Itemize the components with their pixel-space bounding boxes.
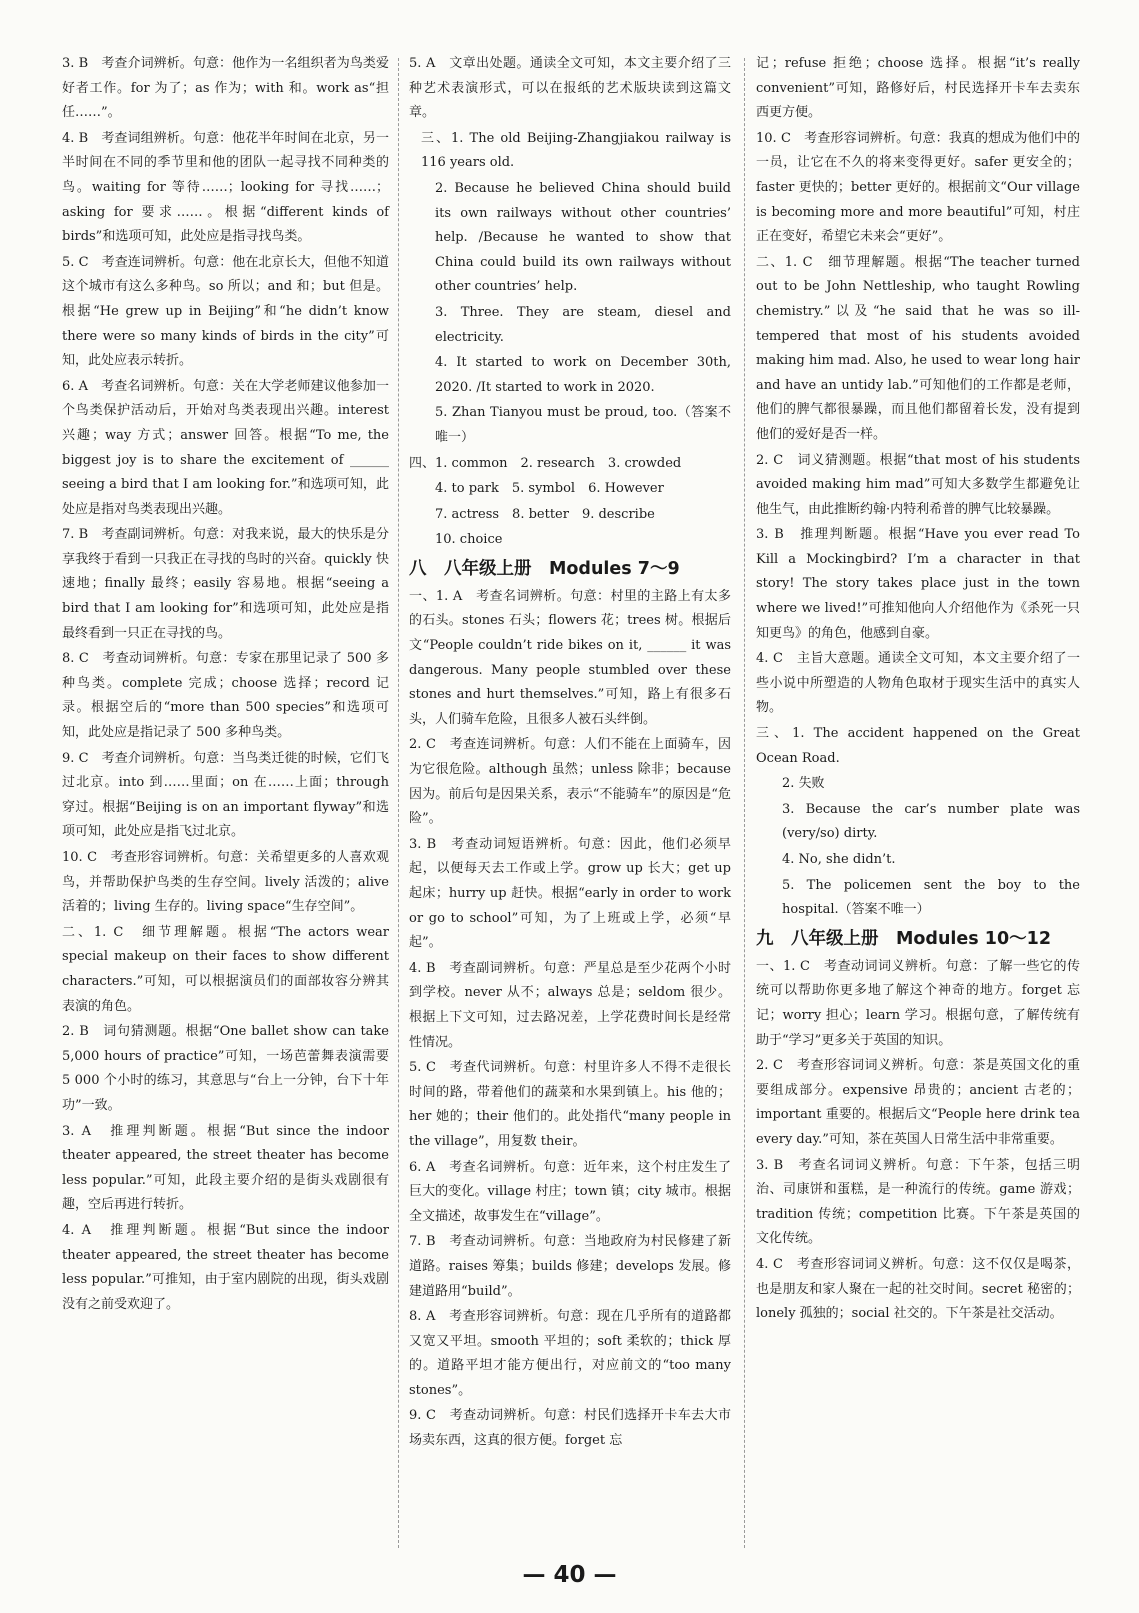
answer-item: 3. Because the car’s number plate was (very/so) dirty.: [782, 801, 1080, 842]
section-heading: 八 八年级上册 Modules 7～9: [409, 558, 680, 579]
answer-item: 3. B 考查名词词义辨析。句意：下午茶，包括三明治、司康饼和蛋糕，是一种流行的传统。game 游戏；tradition 传统；competition 比赛。下午茶是英国的文化传统。: [756, 1157, 1080, 1247]
answer-item: 4. No, she didn’t.: [782, 852, 896, 867]
answer-item: 10. C 考查形容词辨析。句意：关希望更多的人喜欢观鸟，并帮助保护鸟类的生存空间。lively 活泼的；alive 活着的；living 生存的。living space“生存空间”。: [62, 850, 389, 915]
answer-item: 6. A 考查名词辨析。句意：近年来，这个村庄发生了巨大的变化。village 村庄；town 镇；city 城市。根据全文描述，故事发生在“village”。: [409, 1159, 731, 1224]
column-divider: [398, 58, 399, 1548]
answer-item: 3. B 推理判断题。根据“Have you ever read To Kill a Mockingbird? I’m a character in that story! The story takes place just in the town where we lived!”可推知他向人介绍他作为《杀死一只知更鸟》的角色，他感到自豪。: [756, 527, 1080, 641]
answer-item: 2. C 词义猜测题。根据“that most of his students avoided making him mad”可知大多数学生都避免让他生气，由此推断约翰·内特利希普的脾气比较暴躁。: [756, 452, 1080, 517]
answer-item: 5. A 文章出处题。通读全文可知，本文主要介绍了三种艺术表演形式，可以在报纸的艺术版块读到这篇文章。: [409, 56, 731, 121]
answer-item: 9. C 考查动词辨析。句意：村民们选择开卡车去大市场卖东西，这真的很方便。forget 忘: [409, 1408, 731, 1449]
answer-item: 4. C 考查形容词词义辨析。句意：这不仅仅是喝茶，也是朋友和家人聚在一起的社交时间。secret 秘密的；lonely 孤独的；social 社交的。下午茶是社交活动。: [756, 1256, 1080, 1322]
answer-item: 10. C 考查形容词辨析。句意：我真的想成为他们中的一员，让它在不久的将来变得更好。safer 更安全的；faster 更快的；better 更好的。根据前文“Our village is becoming more and more beautiful”可知，村庄正在变好，希望它未来会“更好”。: [756, 130, 1080, 245]
answer-item: 4. to park 5. symbol 6. However: [435, 481, 664, 497]
answer-item: 4. A 推理判断题。根据“But since the indoor theater appeared, the street theater has become less popular.”可推知，由于室内剧院的出现，街头戏剧没有之前受欢迎了。: [62, 1222, 389, 1312]
answer-item: 3. Three. They are steam, diesel and electricity.: [435, 304, 731, 345]
answer-item: 4. C 主旨大意题。通读全文可知，本文主要介绍了一些小说中所塑造的人物角色取材于现实生活中的真实人物。: [756, 651, 1080, 716]
answer-item: 5. C 考查连词辨析。句意：他在北京长大，但他不知道这个城市有这么多种鸟。so 所以；and 和；but 但是。根据“He grew up in Beijing”和“he didn’t know there were so many kinds of birds in the city”可知，此处应表示转折。: [62, 254, 389, 369]
answer-item: 5. The policemen sent the boy to the hospital.（答案不唯一）: [782, 877, 1080, 918]
answer-item: 2. 失败: [782, 776, 825, 792]
answer-item: 7. B 考查副词辨析。句意：对我来说，最大的快乐是分享我终于看到一只我正在寻找的鸟时的兴奋。quickly 快速地；finally 最终；easily 容易地。根据“seeing a bird that I am looking for”和选项可知，此处应是指最终看到一只正在寻找的鸟。: [62, 527, 389, 641]
column-left: [62, 52, 389, 1318]
column-right: [756, 52, 1080, 1328]
answer-item: 4. B 考查词组辨析。句意：他花半年时间在北京，另一半时间在不同的季节里和他的团队一起寻找不同种类的鸟。waiting for 等待……；looking for 寻找……；asking for 要求……。根据“different kinds of birds”和选项可知，此处应是指寻找鸟类。: [62, 130, 389, 245]
answer-item: 7. B 考查动词辨析。句意：当地政府为村民修建了新道路。raises 筹集；builds 修建；develops 发展。修建道路用“build”。: [409, 1234, 731, 1299]
answer-item: 3. B 考查动词短语辨析。句意：因此，他们必须早起，以便每天去工作或上学。grow up 长大；get up 起床；hurry up 赶快。根据“early in order to work or go to school”可知，为了上班或上学，必须“早起”。: [409, 836, 731, 951]
answer-item: 5. C 考查代词辨析。句意：村里许多人不得不走很长时间的路，带着他们的蔬菜和水果到镇上。his 他的；her 她的；their 他们的。此处指代“many people in the village”，用复数 their。: [409, 1060, 731, 1149]
answer-item: 6. A 考查名词辨析。句意：关在大学老师建议他参加一个鸟类保护活动后，开始对鸟类表现出兴趣。interest 兴趣；way 方式；answer 回答。根据“To me, the biggest joy is to share the excitement of ______ seeing a bird that I am looking for.”和选项可知，此处应是指对鸟类表现出兴趣。: [62, 378, 389, 517]
page-number: — 40 —: [522, 1562, 617, 1588]
answer-item: 8. C 考查动词辨析。句意：专家在那里记录了 500 多种鸟类。complete 完成；choose 选择；record 记录。根据空后的“more than 500 species”和选项可知，此处应是指记录了 500 多种鸟类。: [62, 651, 389, 741]
answer-item: 一、1. C 考查动词词义辨析。句意：了解一些它的传统可以帮助你更多地了解这个神奇的地方。forget 忘记；worry 担心；learn 学习。根据句意，了解传统有助于“学习”更多关于英国的知识。: [756, 958, 1080, 1048]
answer-item: 2. C 考查连词辨析。句意：人们不能在上面骑车，因为它很危险。although 虽然；unless 除非；because 因为。前后句是因果关系，表示“不能骑车”的原因是“危险”。: [409, 737, 731, 827]
answer-item: 5. Zhan Tianyou must be proud, too.（答案不唯一）: [435, 405, 731, 445]
answer-item: 2. C 考查形容词词义辨析。句意：茶是英国文化的重要组成部分。expensive 昂贵的；ancient 古老的；important 重要的。根据后文“People here drink tea every day.”可知，茶在英国人日常生活中非常重要。: [756, 1058, 1080, 1147]
answer-item: 7. actress 8. better 9. describe: [435, 506, 655, 522]
answer-item: 2. B 词句猜测题。根据“One ballet show can take 5,000 hours of practice”可知，一场芭蕾舞表演需要 5 000 个小时的练习，其意思与“台上一分钟，台下十年功”一致。: [62, 1024, 389, 1113]
answer-item: 记；refuse 拒绝；choose 选择。根据“it’s really convenient”可知，路修好后，村民选择开卡车去卖东西更方便。: [756, 56, 1080, 121]
answer-item: 3. A 推理判断题。根据“But since the indoor theater appeared, the street theater has become less popular.”可知，此段主要介绍的是街头戏剧很有趣，空后再进行转折。: [62, 1123, 389, 1213]
answer-item: 三、1. The accident happened on the Great Ocean Road.: [756, 726, 1080, 766]
answer-item: 3. B 考查介词辨析。句意：他作为一名组织者为鸟类爱好者工作。for 为了；as 作为；with 和。work as“担任……”。: [62, 56, 389, 121]
answer-item: 二、1. C 细节理解题。根据“The actors wear special makeup on their faces to show different characters.”可知，可以根据演员们的面部妆容分辨其表演的角色。: [62, 924, 389, 1014]
answer-item: 4. It started to work on December 30th, 2020. /It started to work in 2020.: [435, 355, 731, 395]
section-heading: 九 八年级上册 Modules 10～12: [756, 928, 1052, 949]
column-divider: [744, 58, 745, 1548]
answer-item: 2. Because he believed China should build its own railways without other countries’ help. /Because he wanted to show that China could build its own railways without other countries’ help.: [435, 180, 731, 295]
answer-item: 9. C 考查介词辨析。句意：当鸟类迁徙的时候，它们飞过北京。into 到……里面；on 在……上面；through 穿过。根据“Beijing is on an important flyway”和选项可知，此处应是指飞过北京。: [62, 750, 389, 840]
answer-item: 四、1. common 2. research 3. crowded: [409, 455, 682, 471]
answer-item: 三、1. The old Beijing-Zhangjiakou railway is 116 years old.: [421, 130, 731, 171]
answer-item: 8. A 考查形容词辨析。句意：现在几乎所有的道路都又宽又平坦。smooth 平坦的；soft 柔软的；thick 厚的。道路平坦才能方便出行，对应前文的“too many stones”。: [409, 1309, 731, 1398]
answer-item: 4. B 考查副词辨析。句意：严星总是至少花两个小时到学校。never 从不；always 总是；seldom 很少。根据上下文可知，过去路况差，上学花费时间长是经常性情况。: [409, 960, 731, 1050]
column-middle: [409, 52, 731, 1455]
answer-item: 10. choice: [435, 532, 503, 548]
answer-item: 一、1. A 考查名词辨析。句意：村里的主路上有太多的石头。stones 石头；flowers 花；trees 树。根据后文“People couldn’t ride bikes on it, ______ it was dangerous. Many people stumbled over these stones and hurt themselves.”可知，路上有很多石头，人们骑车危险，且很多人被石头绊倒。: [409, 588, 731, 727]
answer-item: 二、1. C 细节理解题。根据“The teacher turned out to be John Nettleship, who taught Rowling chemistry.”以及“he said that he was so ill-tempered that most of his students avoided making him mad. Also, he used to wear long hair and have an untidy lab.”可知他们的工作都是老师，他们的脾气都很暴躁，而且他们都留着长发，没有提到他们的爱好是否一样。: [756, 254, 1080, 442]
